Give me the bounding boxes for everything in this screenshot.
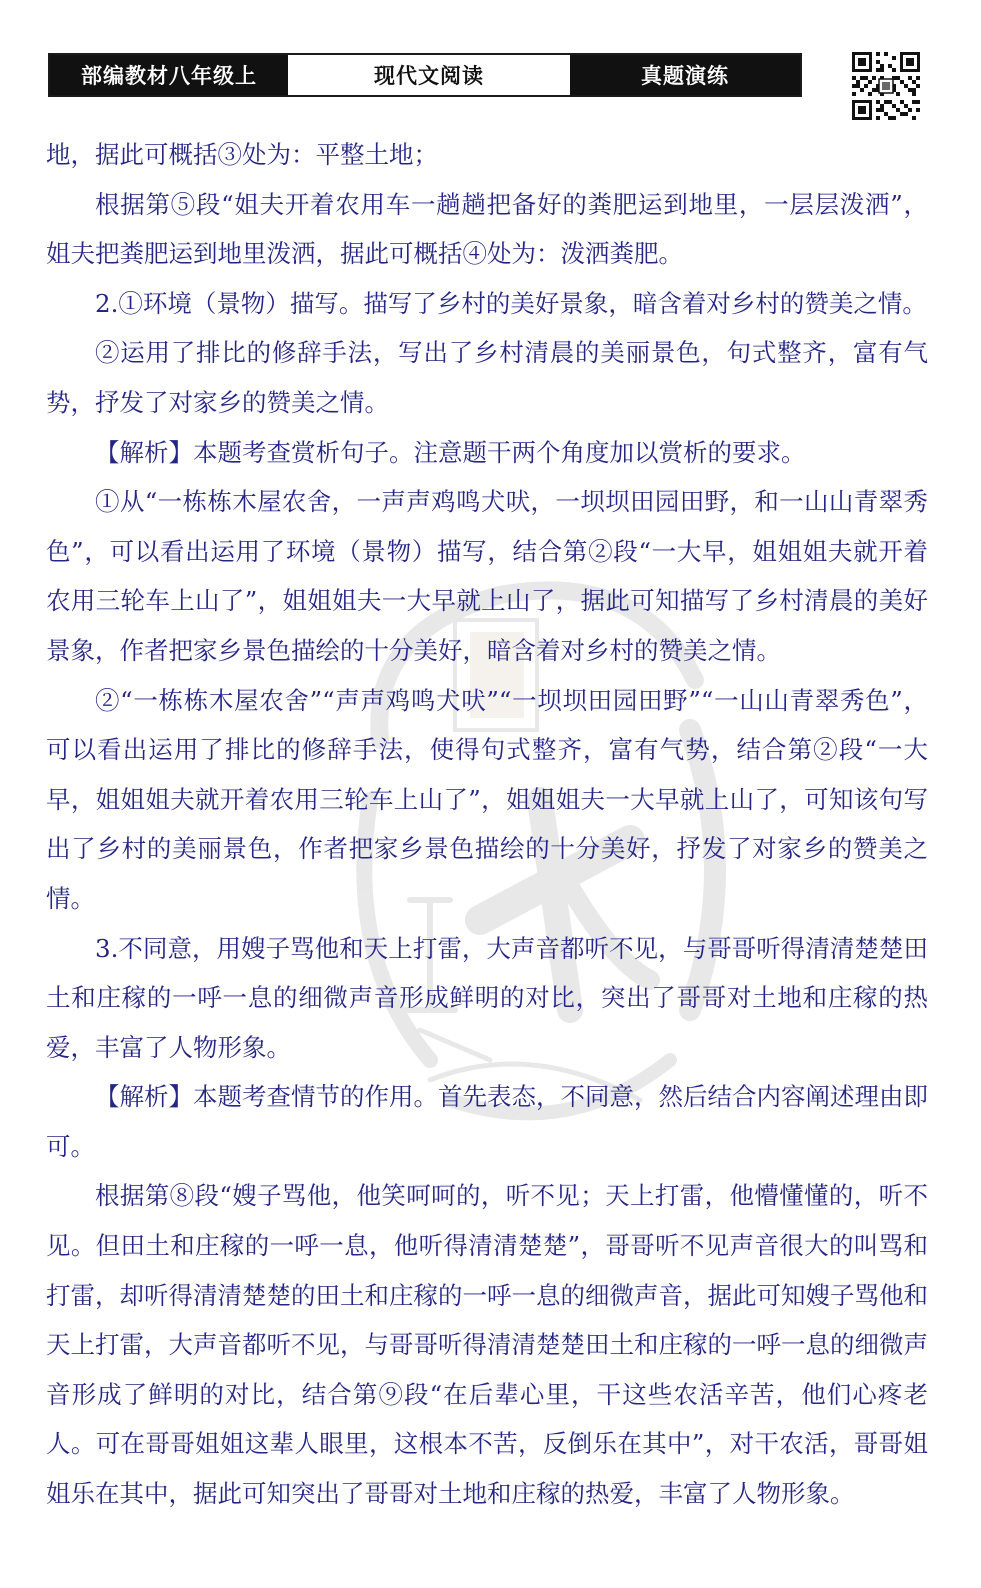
qr-code-icon — [850, 50, 922, 122]
answer-content — [46, 130, 928, 1519]
paragraph: ①从“一栋栋木屋农舍，一声声鸡鸣犬吠，一坝坝田园田野，和一山山青翠秀色”，可以看出运用了环境（景物）描写，结合第②段“一大早，姐姐姐夫就开着农用三轮车上山了”，姐姐姐夫一大早就上山了，据此可知描写了乡村清晨的美好景象，作者把家乡景色描绘的十分美好，暗含着对乡村的赞美之情。 — [46, 487, 928, 665]
analysis-3: 【解析】本题考查情节的作用。首先表态，不同意，然后结合内容阐述理由即可。 — [46, 1082, 928, 1161]
answer-3: 3.不同意，用嫂子骂他和天上打雷，大声音都听不见，与哥哥听得清清楚楚田土和庄稼的一呼一息的细微声音形成鲜明的对比，突出了哥哥对土地和庄稼的热爱，丰富了人物形象。 — [46, 933, 928, 1062]
paragraph: 根据第⑧段“嫂子骂他，他笑呵呵的，听不见；天上打雷，他懵懂懂的，听不见。但田土和庄稼的一呼一息，他听得清清楚楚”，哥哥听不见声音很大的叫骂和打雷，却听得清清楚楚的田土和庄稼的一呼一息的细微声音，据此可知嫂子骂他和天上打雷，大声音都听不见，与哥哥听得清清楚楚田土和庄稼的一呼一息的细微声音形成了鲜明的对比，结合第⑨段“在后辈心里，干这些农活辛苦，他们心疼老人。可在哥哥姐姐这辈人眼里，这根本不苦，反倒乐在其中”，对干农活，哥哥姐姐乐在其中，据此可知突出了哥哥对土地和庄稼的热爱，丰富了人物形象。 — [46, 1181, 928, 1509]
page-header — [48, 53, 802, 97]
paragraph-continuation: 地，据此可概括③处为：平整土地； — [46, 140, 438, 169]
paragraph: ②“一栋栋木屋农舍”“声声鸡鸣犬吠”“一坝坝田园田野”“一山山青翠秀色”，可以看出运用了排比的修辞手法，使得句式整齐，富有气势，结合第②段“一大早，姐姐姐夫就开着农用三轮车上山了”，姐姐姐夫一大早就上山了，可知该句写出了乡村的美丽景色，作者把家乡景色描绘的十分美好，抒发了对家乡的赞美之情。 — [46, 685, 928, 913]
header-section-label: 现代文阅读 — [288, 55, 570, 95]
answer-2-part-2: ②运用了排比的修辞手法，写出了乡村清晨的美丽景色，句式整齐，富有气势，抒发了对家乡的赞美之情。 — [46, 338, 928, 417]
header-textbook-label: 部编教材八年级上 — [50, 55, 288, 95]
answer-2-part-1: 2.①环境（景物）描写。描写了乡村的美好景象，暗含着对乡村的赞美之情。 — [95, 288, 927, 318]
analysis-2: 【解析】本题考查赏析句子。注意题干两个角度加以赏析的要求。 — [95, 437, 806, 467]
paragraph: 根据第⑤段“姐夫开着农用车一趟趟把备好的粪肥运到地里，一层层泼洒”，姐夫把粪肥运到地里泼洒，据此可概括④处为：泼洒粪肥。 — [46, 189, 928, 269]
header-practice-label: 真题演练 — [570, 55, 800, 95]
